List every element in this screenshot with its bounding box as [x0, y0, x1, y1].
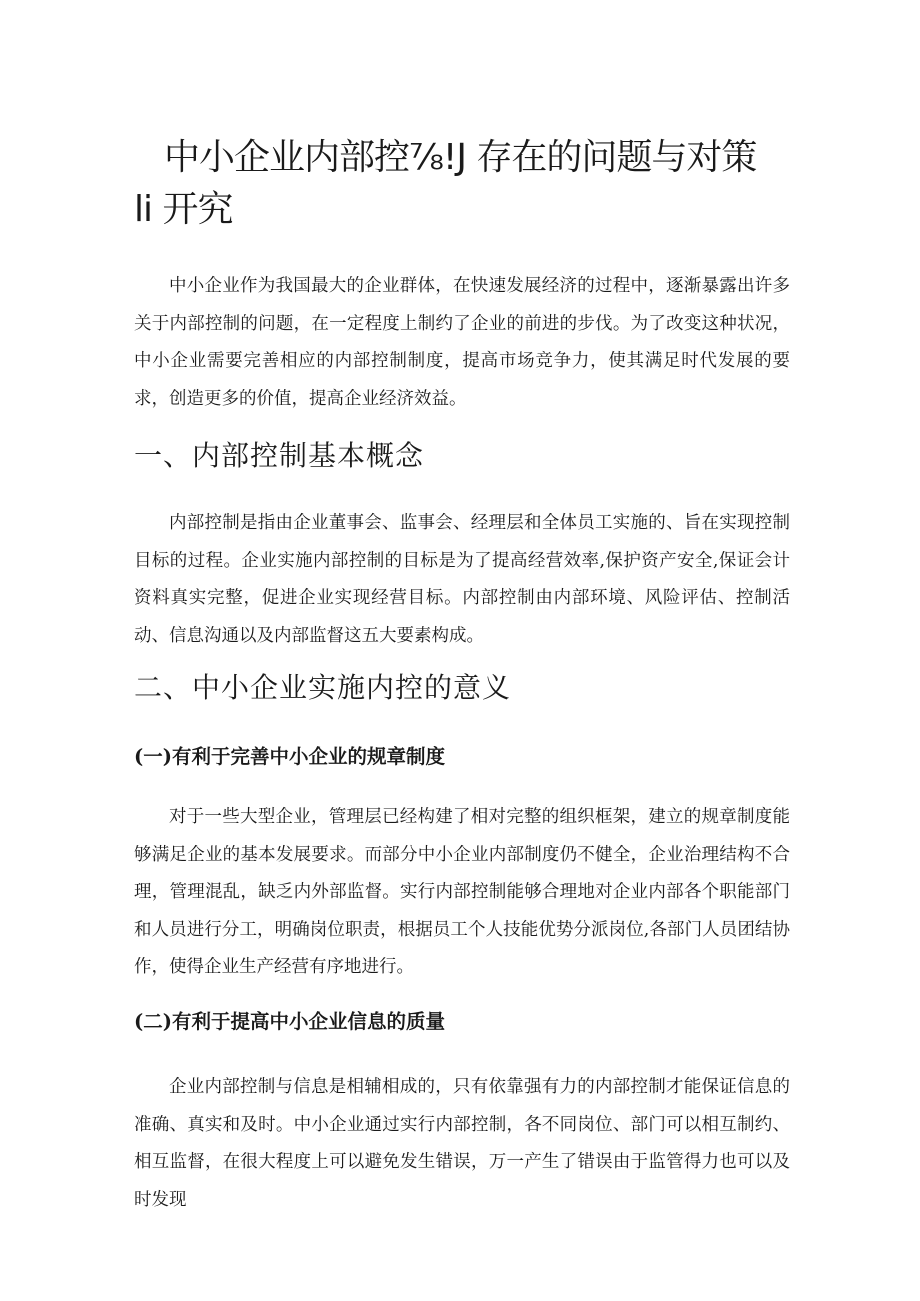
section-1-heading-block — [134, 436, 790, 476]
section-1-paragraph: 内部控制是指由企业董事会、监事会、经理层和全体员工实施的、旨在实现控制目标的过程。企业实施内部控制的目标是为了提高经营效率,保护资产安全,保证会计资料真实完整，促进企业实现经营目标。内部控制由内部环境、风险评估、控制活动、信息沟通以及内部监督这五大要素构成。 — [134, 513, 790, 646]
section-1-heading: 一、内部控制基本概念 — [134, 439, 425, 472]
intro-block — [134, 268, 790, 418]
section-1-body-block — [134, 505, 790, 655]
section-2-heading-block — [134, 668, 790, 708]
section-2-heading: 二、中小企业实施内控的意义 — [134, 671, 512, 704]
document-title: 中小企业内部控⅞!J 存在的问题与对策 li 开究 — [134, 137, 757, 230]
subsection-1-heading: (一)有利于完善中小企业的规章制度 — [134, 745, 445, 768]
subsection-1-paragraph: 对于一些大型企业，管理层已经构建了相对完整的组织框架，建立的规章制度能够满足企业的基本发展要求。而部分中小企业内部制度仍不健全，企业治理结构不合理，管理混乱，缺乏内外部监督。实行内部控制能够合理地对企业内部各个职能部门和人员进行分工，明确岗位职责，根据员工个人技能优势分派岗位,各部门人员团结协作，使得企业生产经营有序地进行。 — [134, 807, 790, 977]
subsection-2-heading: (二)有利于提高中小企业信息的质量 — [134, 1010, 445, 1033]
subsection-2-heading-block — [134, 1007, 790, 1037]
subsection-2-body-block — [134, 1069, 790, 1219]
intro-paragraph: 中小企业作为我国最大的企业群体，在快速发展经济的过程中，逐渐暴露出许多关于内部控制的问题，在一定程度上制约了企业的前进的步伐。为了改变这种状况，中小企业需要完善相应的内部控制制度，提高市场竞争力，使其满足时代发展的要求，创造更多的价值，提高企业经济效益。 — [134, 276, 790, 409]
subsection-1-heading-block — [134, 742, 790, 772]
subsection-1-body-block — [134, 799, 790, 987]
subsection-2-paragraph: 企业内部控制与信息是相辅相成的，只有依靠强有力的内部控制才能保证信息的准确、真实和及时。中小企业通过实行内部控制，各不同岗位、部门可以相互制约、相互监督，在很大程度上可以避免发生错误，万一产生了错误由于监管得力也可以及时发现 — [134, 1077, 790, 1210]
